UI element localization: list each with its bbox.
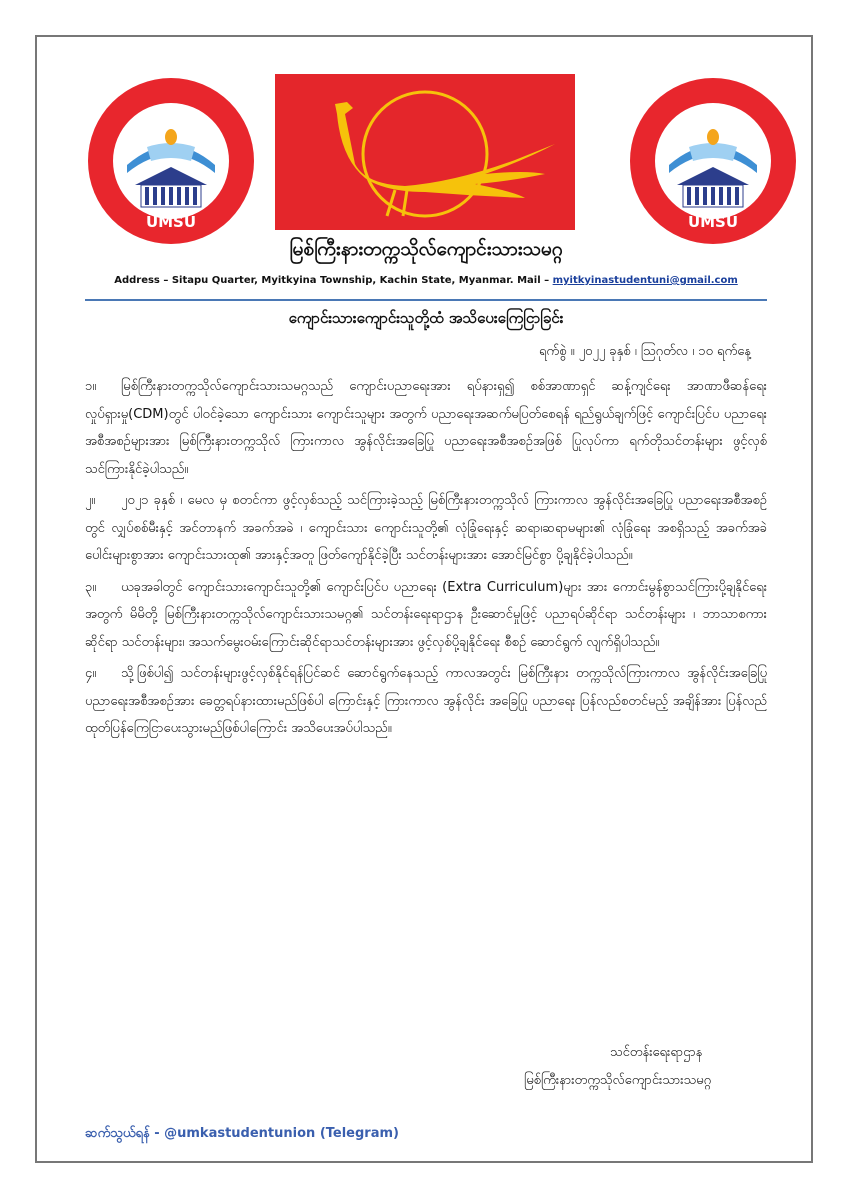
mail-link[interactable]: myitkyinastudentuni@gmail.com bbox=[552, 275, 738, 286]
paragraph-text: ၂၀၂၁ ခုနှစ် ၊ မေလ မှ စတင်ကာ ဖွင့်လှစ်သည့် သင်ကြားခဲ့သည့် မြစ်ကြီးနားတက္ကသိုလ် ကြားကာလ အွန်လိုင်းအခြေပြု ပညာရေးအစီအစဉ်တွင် လျှပ်စစ်မီးနှင့် အင်တာနက် အခက်အခဲ ၊ ကျောင်းသား ကျောင်းသူတို့၏ လုံခြုံရေးနှင့် ဆရာ၊ဆရာမများ၏ လုံခြုံရေး အစရှိသည့် အခက်အခဲ ပေါင်းများစွာအား ကျောင်းသားထု၏ အားနှင့်အတူ ဖြတ်ကျော်နိုင်ခဲ့ပြီး သင်တန်းများအား အောင်မြင်စွာ ပို့ချနိုင်ခဲ့ပါသည်။ bbox=[85, 493, 767, 563]
paragraph-text: သို့ဖြစ်ပါ၍ သင်တန်းများဖွင့်လှစ်နိုင်ရန်ပြင်ဆင် ဆောင်ရွက်နေသည့် ကာလအတွင်း မြစ်ကြီးနား တက္ကသိုလ်ကြားကာလ အွန်လိုင်းအခြေပြု ပညာရေးအစီအစဉ်အား ခေတ္တရပ်နားထားမည်ဖြစ်ပါ ကြောင်းနှင့် ကြားကာလ အွန်လိုင်း အခြေပြု ပညာရေး ပြန်လည်စတင်မည့် အချိန်အား ပြန်လည် ထုတ်ပြန်ကြေငြာပေးသွားမည်ဖြစ်ပါကြောင်း အသိပေးအပ်ပါသည်။ bbox=[85, 666, 767, 736]
umsu-seal-right bbox=[629, 77, 797, 245]
signature-department: သင်တန်းရေးရာဌာန bbox=[610, 1045, 703, 1060]
notice-body bbox=[85, 373, 767, 747]
paragraph-text: မြစ်ကြီးနားတက္ကသိုလ်ကျောင်းသားသမဂ္ဂသည် ကျောင်းပညာရေးအား ရပ်နားရှ၍ စစ်အာဏာရှင် ဆန့်ကျင်ရေး အာဏာဖီဆန်ရေးလှုပ်ရှားမှု(CDM)တွင် ပါဝင်ခဲ့သော ကျောင်းသား ကျောင်းသူများ အတွက် ပညာရေးအဆက်မပြတ်စေရန် ရည်ရွယ်ချက်ဖြင့် ကျောင်းပြင်ပ ပညာရေး အစီအစဉ်များအား မြစ်ကြီးနားတက္ကသိုလ် ကြားကာလ အွန်လိုင်းအခြေပြု ပညာရေးအစီအစဉ်အဖြစ် ပြုလုပ်ကာ ရက်တိုသင်တန်းများ ဖွင့်လှစ်သင်ကြားနိုင်ခဲ့ပါသည်။ bbox=[85, 379, 767, 477]
paragraph-3 bbox=[85, 574, 767, 657]
signature-block bbox=[524, 1039, 711, 1095]
paragraph-number: ၂။ bbox=[85, 493, 96, 508]
paragraph-text: ယခုအခါတွင် ကျောင်းသားကျောင်းသူတို့၏ ကျောင်းပြင်ပ ပညာရေး (Extra Curriculum)များ အား ကောင်းမွန်စွာသင်ကြားပို့ချနိုင်ရေးအတွက် မိမိတို့ မြစ်ကြီးနားတက္ကသိုလ်ကျောင်းသားသမဂ္ဂ၏ သင်တန်းရေးရာဌာန ဦးဆောင်မှုဖြင့် ပညာရပ်ဆိုင်ရာ သင်တန်းများ ၊ ဘာသာစကားဆိုင်ရာ သင်တန်းများ၊ အသက်မွေးဝမ်းကြောင်းဆိုင်ရာသင်တန်းများအား ဖွင့်လှစ်ပို့ချနိုင်ရေး စီစဉ် ဆောင်ရွက် လျက်ရှိပါသည်။ bbox=[85, 579, 767, 650]
paragraph-number: ၁။ bbox=[85, 379, 97, 394]
address-line bbox=[37, 275, 815, 286]
peacock-flag bbox=[275, 74, 575, 230]
seal-text-left: UMSU bbox=[145, 213, 197, 231]
notice-heading: ကျောင်းသားကျောင်းသူတို့ထံ အသိပေးကြေငြာခြင်း bbox=[288, 309, 564, 327]
paragraph-number: ၃။ bbox=[85, 579, 97, 595]
address-text: Address – Sitapu Quarter, Myitkyina Township, Kachin State, Myanmar. Mail – bbox=[114, 275, 553, 286]
seal-text-right: UMSU bbox=[687, 213, 739, 231]
notice-date: ရက်စွဲ ။ ၂၀၂၂ ခုနှစ် ၊ ဩဂုတ်လ ၊ ၁၀ ရက်နေ့ bbox=[538, 344, 751, 359]
umsu-seal-left bbox=[87, 77, 255, 245]
document-frame bbox=[35, 35, 813, 1163]
paragraph-2 bbox=[85, 487, 767, 570]
paragraph-number: ၄။ bbox=[85, 666, 97, 681]
header-divider bbox=[85, 299, 767, 301]
paragraph-1 bbox=[85, 373, 767, 483]
organization-name: မြစ်ကြီးနားတက္ကသိုလ်ကျောင်းသားသမဂ္ဂ bbox=[289, 238, 563, 260]
contact-telegram[interactable]: ဆက်သွယ်ရန် - @umkastudentunion (Telegram) bbox=[85, 1126, 399, 1141]
paragraph-4 bbox=[85, 660, 767, 743]
signature-organization: မြစ်ကြီးနားတက္ကသိုလ်ကျောင်းသားသမဂ္ဂ bbox=[524, 1073, 711, 1088]
